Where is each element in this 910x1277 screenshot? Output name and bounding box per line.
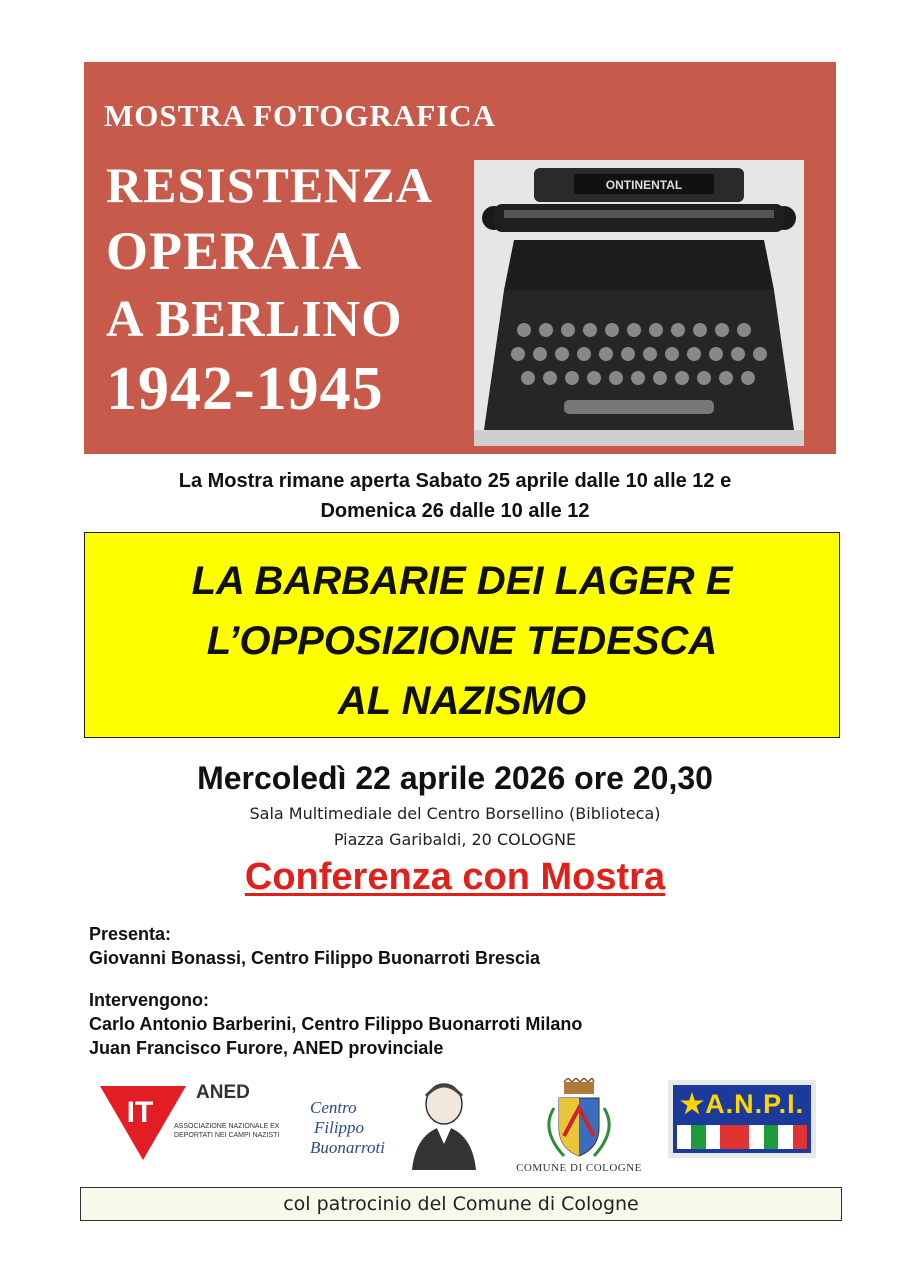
intervengono-label: Intervengono:: [89, 990, 209, 1010]
anpi-text: ★A.N.P.I.: [679, 1089, 805, 1119]
banner-title-line3: A BERLINO: [106, 291, 403, 348]
opening-hours-line1: La Mostra rimane aperta Sabato 25 aprile dalle 10 alle 12 e: [178, 470, 732, 492]
anpi-logo: [668, 1080, 816, 1158]
aned-name: ANED: [196, 1082, 250, 1103]
event-venue: Sala Multimediale del Centro Borsellino (Biblioteca): [249, 804, 661, 823]
cfb-line3: Buonarroti: [310, 1138, 385, 1157]
comune-cologne-logo: [514, 1078, 644, 1178]
cfb-line1: Centro: [310, 1098, 357, 1117]
event-address: Piazza Garibaldi, 20 COLOGNE: [333, 830, 577, 849]
aned-subtitle: ASSOCIAZIONE NAZIONALE EX DEPORTATI NEI CAMPI NAZISTI: [174, 1123, 280, 1139]
event-date: Mercoledì 22 aprile 2026 ore 20,30: [197, 760, 713, 796]
speaker-2: Juan Francisco Furore, ANED provinciale: [89, 1038, 444, 1058]
centro-buonarroti-logo: [306, 1080, 486, 1170]
aned-logo: [98, 1082, 288, 1162]
exhibition-banner: [84, 62, 836, 454]
headline-line2: L’OPPOSIZIONE TEDESCA: [206, 619, 718, 663]
italian-flag-icon: [677, 1125, 807, 1149]
comune-label: COMUNE DI COLOGNE: [516, 1162, 642, 1174]
centro-buonarroti-text: [310, 1098, 385, 1158]
typewriter-illustration: [474, 160, 804, 446]
presenta-label: Presenta:: [89, 924, 172, 944]
aned-mark-text: IT: [126, 1096, 154, 1129]
buonarroti-portrait-icon: [402, 1080, 482, 1170]
banner-kicker: MOSTRA FOTOGRAFICA: [104, 98, 497, 133]
banner-title-line4: 1942-1945: [106, 355, 384, 423]
headline-line1: LA BARBARIE DEI LAGER E: [191, 559, 733, 603]
banner-title-line2: OPERAIA: [106, 221, 363, 281]
speaker-1: Carlo Antonio Barberini, Centro Filippo Buonarroti Milano: [89, 1014, 583, 1034]
presenter-name: Giovanni Bonassi, Centro Filippo Buonarroti Brescia: [89, 948, 541, 968]
patronage-footer: col patrocinio del Comune di Cologne: [80, 1187, 842, 1221]
cfb-line2: Filippo: [314, 1118, 365, 1137]
cologne-crest-icon: [514, 1078, 644, 1162]
headline-box: [84, 532, 840, 738]
typewriter-carriage-label: ONTINENTAL: [605, 178, 683, 192]
event-type-heading: Conferenza con Mostra: [244, 856, 666, 898]
typewriter-photo: [474, 160, 804, 446]
headline-line3: AL NAZISMO: [337, 679, 587, 723]
banner-title-line1: RESISTENZA: [106, 157, 433, 213]
opening-hours-line2: Domenica 26 dalle 10 alle 12: [320, 500, 590, 522]
anpi-badge: [673, 1085, 811, 1153]
